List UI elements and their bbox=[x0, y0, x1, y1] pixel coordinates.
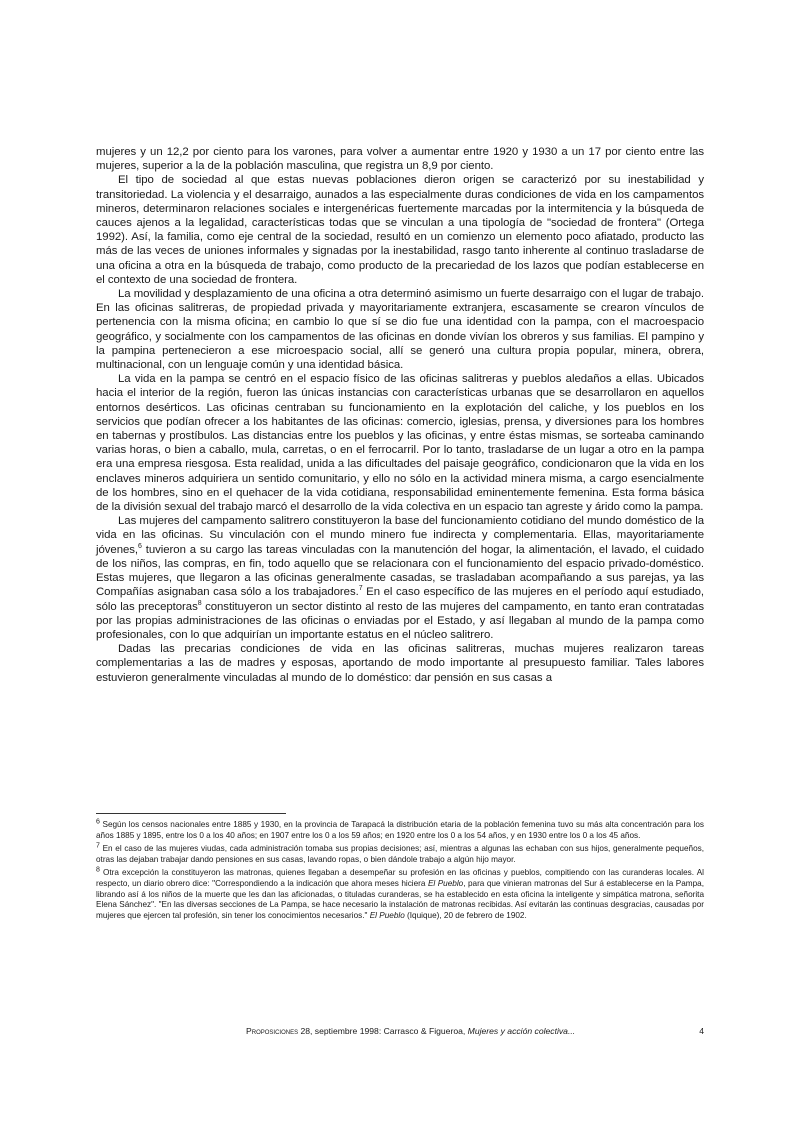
footnote-ref-8[interactable]: 8 bbox=[197, 599, 202, 607]
footnote-8-text-b: , para que vinieran matronas del Sur á establecerse en la Pampa, librando así á los niños de la muerte que les dan las aficionadas, o tituladas curanderas, se ha establecido en esta oficina la inteligente y simpática matrona, señorita Elena Sánchez". "En las diversas secciones de La Pampa, se hace necesario la instalación de matronas recibidas. Así evitarán las continuas desgracias, causadas por mujeres que ejercen tal profesión, sin tener los conocimientos necesarios." bbox=[96, 878, 704, 920]
paragraph-5-part-c: En el caso específico de las mujeres en el período aquí estudiado, sólo las preceptoras bbox=[96, 586, 705, 613]
paragraph-2: El tipo de sociedad al que estas nuevas poblaciones dieron origen se caracterizó por su inestabilidad y transitoriedad. La violencia y el desarraigo, aunados a las especialmente duras condiciones de vida en los campamentos mineros, determinaron relaciones sociales e intergenéricas fuertemente marcadas por la intermitencia y la búsqueda de cauces ajenos a la legalidad, características todas que se vinculan a una tipología de "sociedad de frontera" (Ortega 1992). Así, la familia, como eje central de la sociedad, resultó en un comienzo un elemento poco afiatado, producto las más de las veces de uniones informales y signadas por la inestabilidad, rasgo tanto inherente al continuo trasladarse de una oficina a otra en la búsqueda de trabajo, como producto de la precariedad de los lazos que podían establecerse en el contexto de una sociedad de frontera. bbox=[96, 174, 704, 286]
paragraph-5-part-a: Las mujeres del campamento salitrero constituyeron la base del funcionamiento cotidiano del mundo doméstico de la vida en las oficinas. Su vinculación con el mundo minero fue indirecta y complementaria. Ellas, mayoritariamente jóvenes, bbox=[96, 515, 704, 556]
footer-citation-text: 28, septiembre 1998: Carrasco & Figueroa, bbox=[298, 1026, 468, 1036]
footnote-6-number: 6 bbox=[96, 818, 100, 826]
footnote-7-text: En el caso de las mujeres viudas, cada administración tomaba sus propias decisiones; así, mientras a algunas las echaban con sus hijos, generalmente pequeños, otras las dejaban trabajar dando pensiones en sus casas, lavando ropas, o bien dándole trabajo a algún hijo mayor. bbox=[96, 844, 704, 864]
footnote-ref-6[interactable]: 6 bbox=[138, 542, 142, 550]
footnote-7-number: 7 bbox=[96, 842, 100, 850]
paragraph-1: mujeres y un 12,2 por ciento para los varones, para volver a aumentar entre 1920 y 1930 a un 17 por ciento entre las mujeres, superior a la de la población masculina, que registra un 8,9 por ciento. bbox=[96, 146, 704, 173]
footer-journal: Proposiciones bbox=[246, 1026, 299, 1036]
footnote-ref-7[interactable]: 7 bbox=[358, 585, 363, 593]
paragraph-5-part-d: constituyeron un sector distinto al resto de las mujeres del campamento, en tanto eran contratadas por las propias administraciones de las oficinas o enviadas por el Estado, y así llegaban al mundo de la pampa como profesionales, con lo que adquirían un importante estatus en el núcleo salitrero. bbox=[96, 600, 704, 641]
footer-article-title: Mujeres y acción colectiva... bbox=[467, 1026, 576, 1036]
footnote-8-source-title: El Pueblo bbox=[427, 878, 464, 888]
paragraph-4: La vida en la pampa se centró en el espacio físico de las oficinas salitreras y pueblos aledaños a ellas. Ubicados hacia el interior de la región, fueron las únicas instancias con características urbanas que se desarrollaron en aquellos entornos desérticos. Las oficinas centraban su funcionamiento en la explotación del caliche, y los pueblos en los servicios que podían ofrecer a los habitantes de las oficinas: comercio, iglesias, prensa, y diversiones para los hombres en tabernas y prostíbulos. Las distancias entre los pueblos y las oficinas, y entre éstas mismas, se sorteaba caminando varias horas, o bien a caballo, mula, carretas, o en el ferrocarril. Por lo tanto, trasladarse de un lugar a otro en la pampa era una empresa riesgosa. Esta realidad, unida a las dificultades del paisaje geográfico, condicionaron que la vida en los enclaves mineros adquiriera un sentido comunitario, y ello no sólo en la actividad minera misma, a cargo esencialmente de los hombres, sino en el quehacer de la vida cotidiana, responsabilidad eminentemente femenina. Esta forma básica de la división sexual del trabajo marcó el desarrollo de la vida colectiva en un espacio tan agreste y árido como la pampa. bbox=[96, 373, 704, 514]
footnote-6-text: Según los censos nacionales entre 1885 y 1930, en la provincia de Tarapacá la distribución etaria de la población femenina tuvo su más alta concentración para los años 1885 y 1895, entre los 0 a los 40 años; en 1907 entre los 0 a los 59 años; en 1920 entre los 0 a los 54 años, y en 1930 entre los 0 a los 45 años. bbox=[96, 820, 704, 840]
footnote-8-source-title-2: El Pueblo bbox=[369, 910, 405, 920]
paragraph-5-part-b: tuvieron a su cargo las tareas vinculadas con la manutención del hogar, la alimentación, el lavado, el cuidado de los niños, las compras, en fin, todo aquello que se relacionara con el funcionamiento del espacio privado-doméstico. Estas mujeres, que llegaron a las oficinas generalmente casadas, se trasladaban acompañando a sus parejas, ya las Compañías asignaban casa sólo a los trabajadores. bbox=[96, 543, 704, 599]
page-footer bbox=[246, 1026, 704, 1036]
footnote-7 bbox=[96, 844, 704, 865]
footnote-8-number: 8 bbox=[96, 866, 100, 874]
paragraph-3: La movilidad y desplazamiento de una oficina a otra determinó asimismo un fuerte desarraigo con el lugar de trabajo. En las oficinas salitreras, de propiedad privada y mayoritariamente extranjera, escasamente se crearon vínculos de pertenencia con la misma oficina; en cambio lo que sí se dio fue una identidad con la pampa, con el macroespacio geográfico, y socialmente con los campamentos de las oficinas en donde vivían los obreros y sus familias. El pampino y la pampina pertenecieron a ese microespacio social, allí se generó una cultura propia popular, minera, obrera, multinacional, con un lenguaje común y una identidad básica. bbox=[96, 288, 704, 372]
footnote-8-text-a: Otra excepción la constituyeron las matronas, quienes llegaban a desempeñar su profesión en las oficinas y pueblos, compitiendo con las curanderas locales. Al respecto, un diario obrero dice: "Correspondiendo a la indicación que ahora meses hiciera bbox=[96, 868, 704, 888]
footnote-8-text-c: (Iquique), 20 de febrero de 1902. bbox=[404, 910, 527, 920]
paragraph-6: Dadas las precarias condiciones de vida en las oficinas salitreras, muchas mujeres realizaron tareas complementarias a las de madres y esposas, aportando de modo importante al presupuesto familiar. Tales labores estuvieron generalmente vinculadas al mundo de lo doméstico: dar pensión en sus casas a bbox=[96, 643, 704, 684]
footnote-6 bbox=[96, 820, 704, 841]
page-number: 4 bbox=[699, 1026, 704, 1036]
paragraph-5 bbox=[96, 514, 704, 642]
footnote-8 bbox=[96, 868, 704, 921]
footnote-divider bbox=[96, 813, 286, 814]
footnotes bbox=[96, 820, 704, 924]
footer-citation bbox=[246, 1026, 575, 1036]
body-text bbox=[96, 145, 704, 685]
